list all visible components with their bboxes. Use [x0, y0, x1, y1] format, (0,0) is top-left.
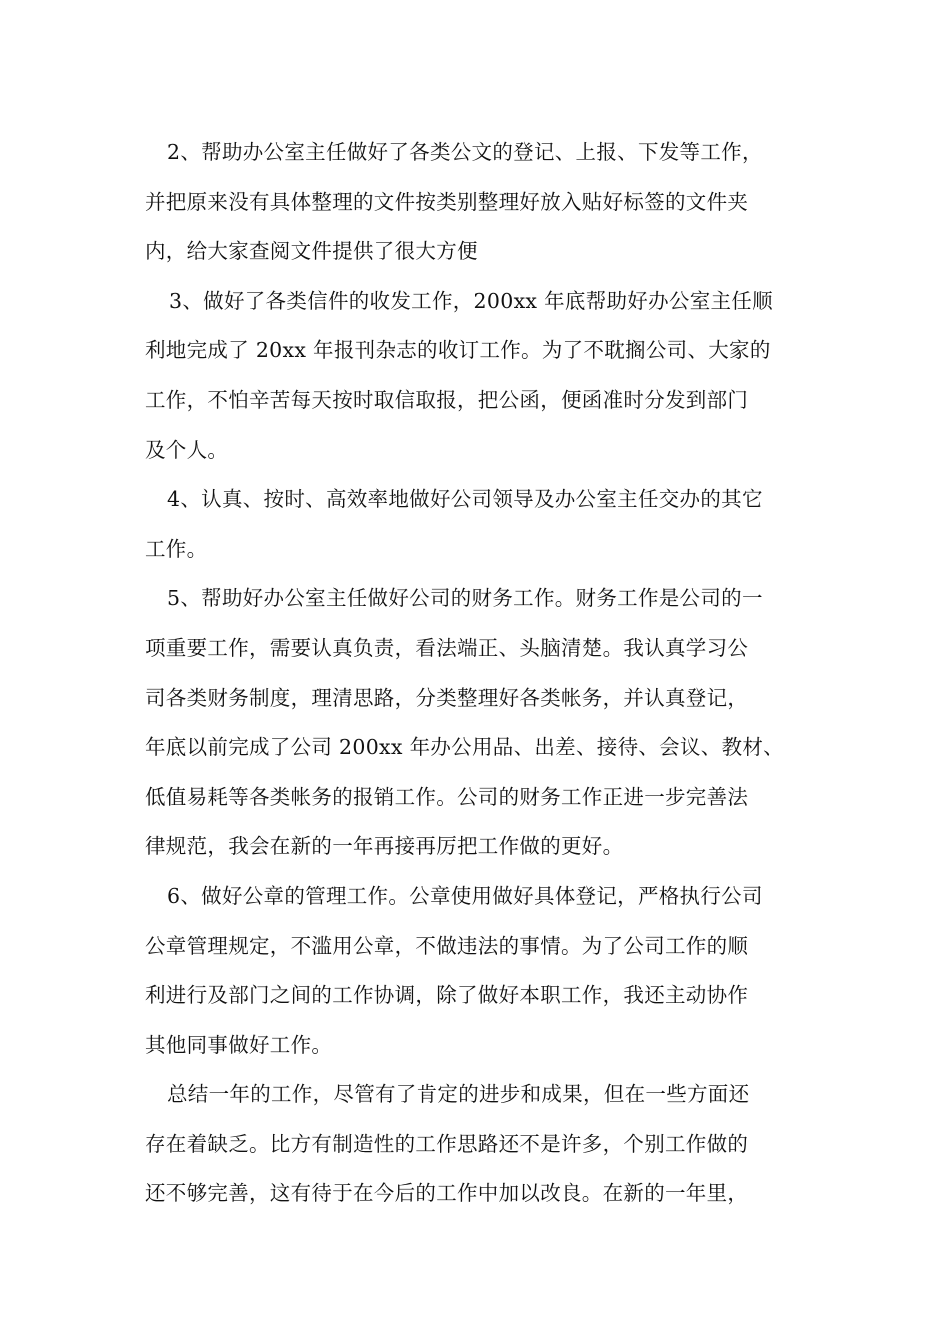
text-line: 5、帮助好办公室主任做好公司的财务工作。财务工作是公司的一	[167, 586, 763, 611]
document-body	[145, 128, 825, 1219]
text-line: 总结一年的工作，尽管有了肯定的进步和成果，但在一些方面还	[167, 1082, 750, 1107]
text-line: 低值易耗等各类帐务的报销工作。公司的财务工作正进一步完善法	[145, 784, 749, 809]
text-line: 司各类财务制度，理清思路，分类整理好各类帐务，并认真登记，	[145, 685, 749, 710]
text-line: 利地完成了 20xx 年报刊杂志的收订工作。为了不耽搁公司、大家的	[145, 338, 771, 363]
text-line: 6、做好公章的管理工作。公章使用做好具体登记，严格执行公司	[167, 883, 763, 908]
text-line: 年底以前完成了公司 200xx 年办公用品、出差、接待、会议、教材、	[145, 735, 784, 760]
text-line: 项重要工作，需要认真负责，看法端正、头脑清楚。我认真学习公	[145, 635, 749, 660]
text-line: 4、认真、按时、高效率地做好公司领导及办公室主任交办的其它	[167, 487, 763, 512]
text-line: 律规范，我会在新的一年再接再厉把工作做的更好。	[145, 834, 624, 859]
text-line: 工作。	[145, 536, 208, 561]
text-line: 其他同事做好工作。	[145, 1032, 333, 1057]
text-line: 3、做好了各类信件的收发工作，200xx 年底帮助好办公室主任顺	[169, 288, 773, 313]
text-line: 利进行及部门之间的工作协调，除了做好本职工作，我还主动协作	[145, 983, 749, 1008]
text-line: 并把原来没有具体整理的文件按类别整理好放入贴好标签的文件夹	[145, 189, 749, 214]
text-line: 工作，不怕辛苦每天按时取信取报，把公函，便函准时分发到部门	[145, 387, 749, 412]
text-line: 2、帮助办公室主任做好了各类公文的登记、上报、下发等工作，	[167, 140, 763, 164]
text-line: 还不够完善，这有待于在今后的工作中加以改良。在新的一年里，	[145, 1181, 749, 1206]
text-line: 存在着缺乏。比方有制造性的工作思路还不是许多，个别工作做的	[145, 1131, 749, 1156]
text-line: 及个人。	[145, 437, 229, 462]
text-line: 内，给大家查阅文件提供了很大方便	[145, 239, 478, 264]
text-line: 公章管理规定，不滥用公章，不做违法的事情。为了公司工作的顺	[145, 933, 749, 958]
